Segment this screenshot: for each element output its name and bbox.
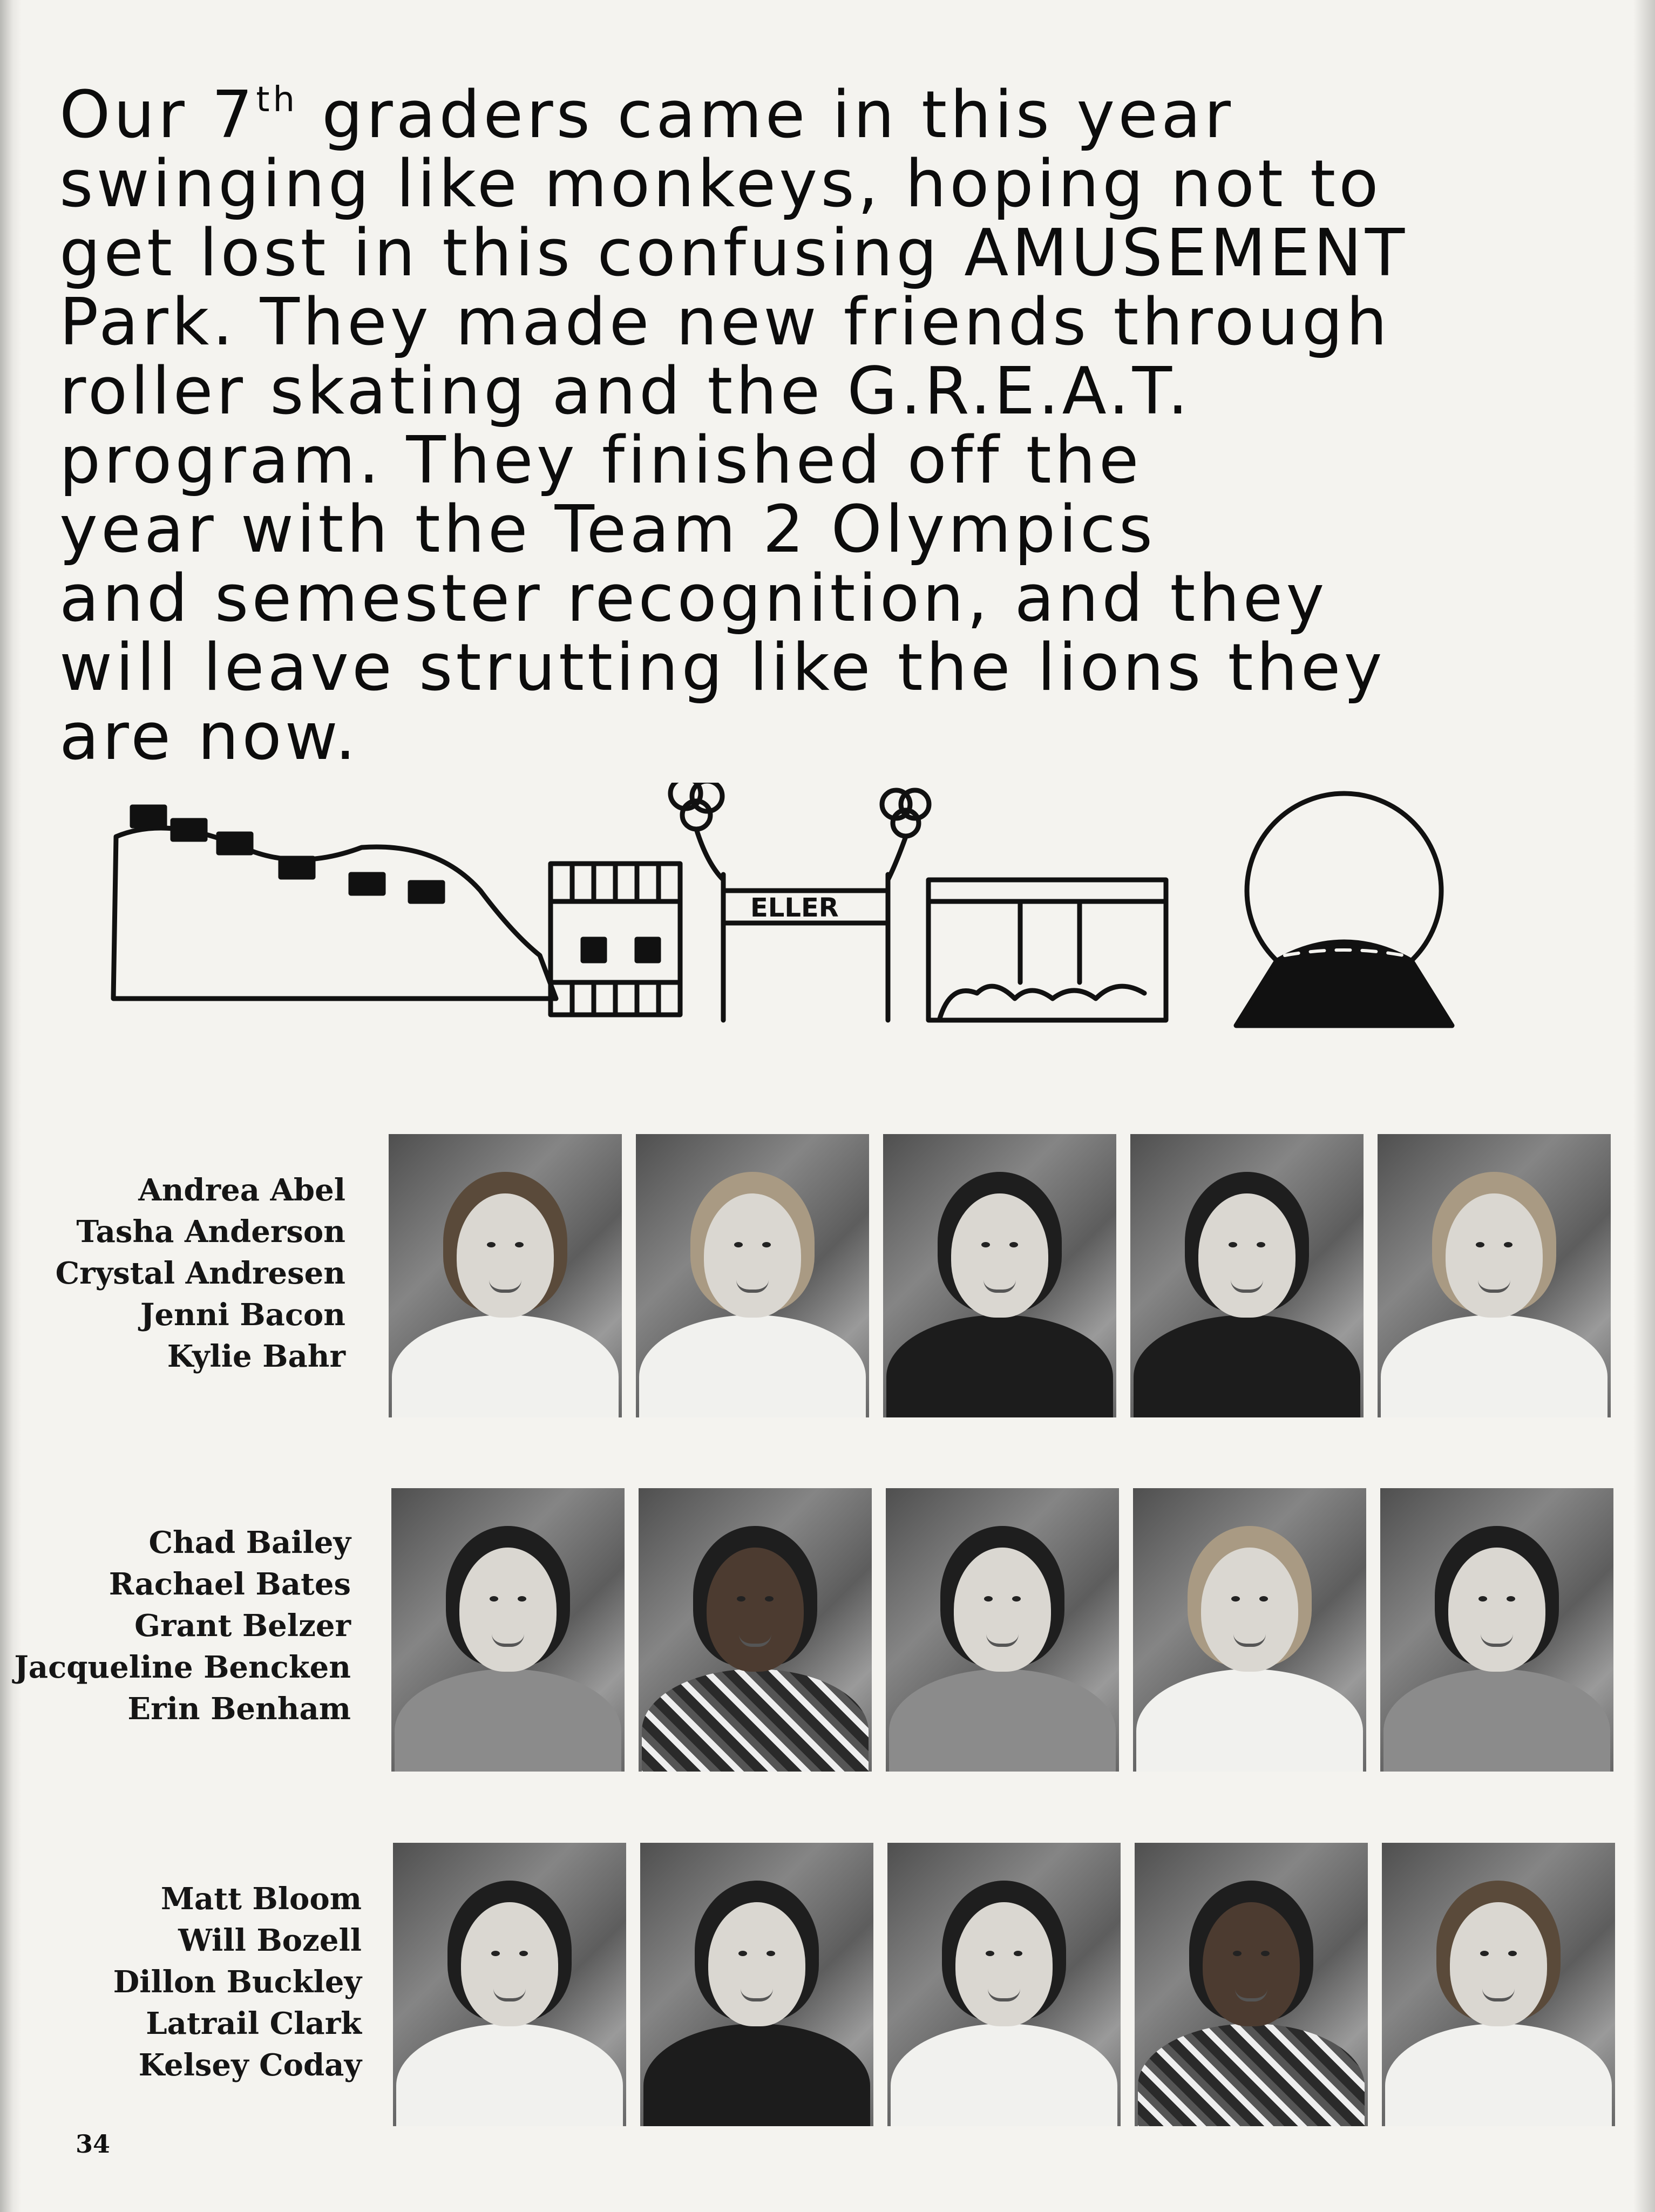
name-list-row-2 — [0, 1522, 351, 1730]
student-name: Matt Bloom — [160, 1881, 362, 1917]
student-portrait — [636, 1134, 869, 1417]
student-name: Tasha Anderson — [76, 1214, 345, 1250]
handwritten-caption — [59, 78, 1517, 775]
student-name: Kelsey Coday — [138, 2047, 362, 2083]
caption-line-1-post: graders came in this year — [298, 78, 1234, 153]
booth-icon — [551, 864, 680, 1015]
student-portrait — [1133, 1488, 1366, 1772]
photo-row-1 — [389, 1134, 1611, 1417]
student-portrait — [1378, 1134, 1611, 1417]
caption-line-6: program. They finished off the — [59, 423, 1142, 498]
student-portrait — [391, 1488, 625, 1772]
caption-line-4: Park. They made new friends through — [59, 285, 1391, 360]
student-name: Chad Bailey — [148, 1525, 351, 1560]
student-name: Dillon Buckley — [113, 1964, 362, 2000]
student-name: Rachael Bates — [108, 1566, 351, 1602]
globe-ride-icon — [1236, 793, 1452, 1026]
student-portrait — [640, 1843, 873, 2126]
caption-line-8: and semester recognition, and they — [59, 561, 1328, 636]
student-portrait — [389, 1134, 622, 1417]
caption-line-3: get lost in this confusing AMUSEMENT — [59, 216, 1408, 291]
caption-line-5: roller skating and the G.R.E.A.T. — [59, 354, 1191, 429]
student-portrait — [1382, 1843, 1615, 2126]
student-name: Will Bozell — [178, 1923, 362, 1958]
page-edge-right — [1633, 0, 1655, 2212]
student-name: Andrea Abel — [138, 1172, 345, 1208]
name-list-row-1 — [0, 1170, 345, 1378]
student-portrait — [1130, 1134, 1364, 1417]
swing-ride-icon — [928, 880, 1166, 1020]
entrance-gate-icon — [670, 783, 929, 1020]
student-name: Crystal Andresen — [55, 1256, 345, 1291]
student-portrait — [1135, 1843, 1368, 2126]
caption-line-1-pre: Our 7 — [59, 78, 256, 153]
student-name: Kylie Bahr — [167, 1339, 345, 1374]
student-name: Jenni Bacon — [140, 1297, 345, 1333]
caption-line-1 — [59, 78, 1517, 153]
caption-superscript: th — [256, 80, 298, 120]
photo-row-2 — [391, 1488, 1613, 1772]
page-number: 34 — [76, 2129, 111, 2159]
student-portrait — [886, 1488, 1119, 1772]
roller-coaster-icon — [113, 807, 556, 999]
caption-line-9: will leave strutting like the lions they — [59, 630, 1386, 705]
student-portrait — [887, 1843, 1121, 2126]
student-portrait — [1380, 1488, 1613, 1772]
amusement-park-drawing — [103, 783, 1474, 1053]
student-name: Grant Belzer — [134, 1608, 351, 1644]
student-portrait — [393, 1843, 626, 2126]
student-name: Latrail Clark — [146, 2006, 362, 2041]
student-portrait — [639, 1488, 872, 1772]
caption-line-7: year with the Team 2 Olympics — [59, 492, 1156, 567]
gate-sign-text: ELLER — [750, 893, 839, 923]
photo-row-3 — [393, 1843, 1615, 2126]
student-name: Erin Benham — [127, 1691, 351, 1727]
caption-line-10: are now. — [59, 700, 359, 775]
student-name: Jacqueline Bencken — [14, 1650, 351, 1685]
caption-line-2: swinging like monkeys, hoping not to — [59, 147, 1382, 222]
student-portrait — [883, 1134, 1116, 1417]
name-list-row-3 — [0, 1878, 362, 2086]
